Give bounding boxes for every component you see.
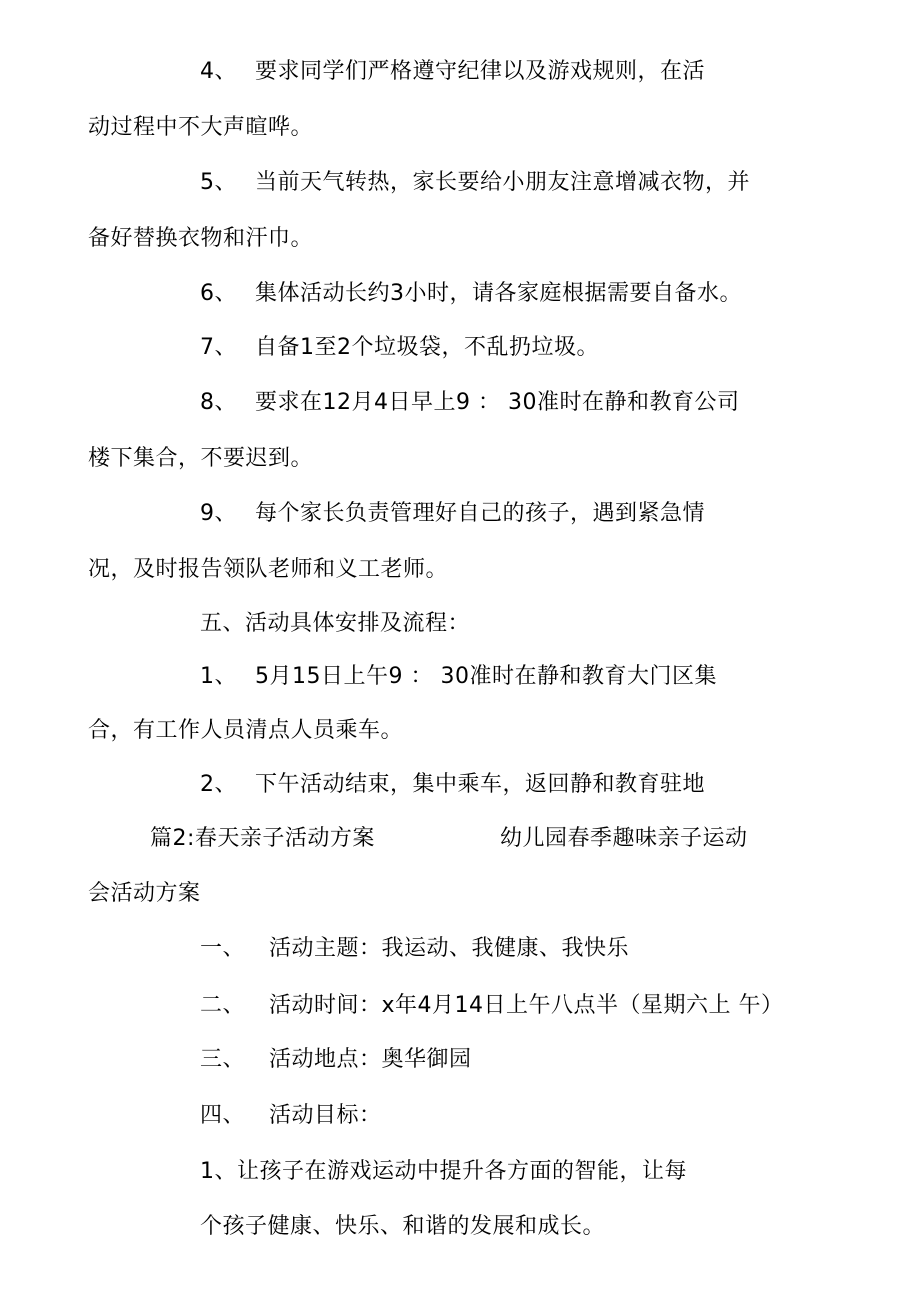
plan-item-time <box>200 991 784 1021</box>
list-item-6 <box>200 279 742 309</box>
item-text: 5月15日上午9 ： 30准时在静和教育大门区集 <box>255 664 717 689</box>
item-text: 活动时间：x年4月14日上午八点半（星期六上 午） <box>269 993 784 1018</box>
goal-item-1: 1、让孩子在游戏运动中提升各方面的智能，让每 <box>200 1159 687 1184</box>
list-item-8-continuation: 楼下集合，不要迟到。 <box>88 446 314 471</box>
part2-title: 幼儿园春季趣味亲子运动 <box>500 826 748 851</box>
plan-item-theme <box>200 934 629 964</box>
item-text: 活动目标： <box>269 1103 382 1128</box>
list-item-9 <box>200 499 705 529</box>
list-item-5 <box>200 168 750 198</box>
item-number: 四、 <box>200 1103 246 1128</box>
flow-item-2 <box>200 770 705 800</box>
item-text: 集体活动长约3小时，请各家庭根据需要自备水。 <box>255 281 742 306</box>
item-number: 6、 <box>200 281 237 306</box>
item-text: 下午活动结束，集中乘车，返回静和教育驻地 <box>255 772 706 797</box>
item-number: 一、 <box>200 936 246 961</box>
item-text: 要求在12月4日早上9 ： 30准时在静和教育公司 <box>255 390 740 415</box>
item-text: 每个家长负责管理好自己的孩子，遇到紧急情 <box>255 501 706 526</box>
list-item-5-continuation: 备好替换衣物和汗巾。 <box>88 226 314 251</box>
item-number: 三、 <box>200 1047 246 1072</box>
flow-item-1 <box>200 662 717 692</box>
item-text: 自备1至2个垃圾袋，不乱扔垃圾。 <box>255 335 599 360</box>
list-item-8 <box>200 388 739 418</box>
item-number: 7、 <box>200 335 237 360</box>
item-number: 2、 <box>200 772 237 797</box>
item-number: 二、 <box>200 993 246 1018</box>
flow-item-1-continuation: 合，有工作人员清点人员乘车。 <box>88 718 404 743</box>
list-item-7 <box>200 333 599 363</box>
item-text: 要求同学们严格遵守纪律以及游戏规则，在活 <box>255 59 706 84</box>
item-number: 8、 <box>200 390 237 415</box>
list-item-9-continuation: 况，及时报告领队老师和义工老师。 <box>88 557 449 582</box>
plan-item-goal <box>200 1101 382 1131</box>
item-text: 当前天气转热，家长要给小朋友注意增减衣物，并 <box>255 170 751 195</box>
part2-title-continuation: 会活动方案 <box>88 881 201 906</box>
part2-label: 篇2:春天亲子活动方案 <box>150 826 375 851</box>
plan-item-location <box>200 1045 472 1075</box>
item-number: 9、 <box>200 501 237 526</box>
item-number: 4、 <box>200 59 237 84</box>
item-text: 活动主题：我运动、我健康、我快乐 <box>269 936 630 961</box>
item-number: 5、 <box>200 170 237 195</box>
item-text: 活动地点：奥华御园 <box>269 1047 472 1072</box>
list-item-4 <box>200 57 705 87</box>
list-item-4-continuation: 动过程中不大声暄哗。 <box>88 115 314 140</box>
item-number: 1、 <box>200 664 237 689</box>
goal-item-1-continuation: 个孩子健康、快乐、和谐的发展和成长。 <box>200 1214 606 1239</box>
section-heading-5: 五、活动具体安排及流程： <box>200 611 471 636</box>
